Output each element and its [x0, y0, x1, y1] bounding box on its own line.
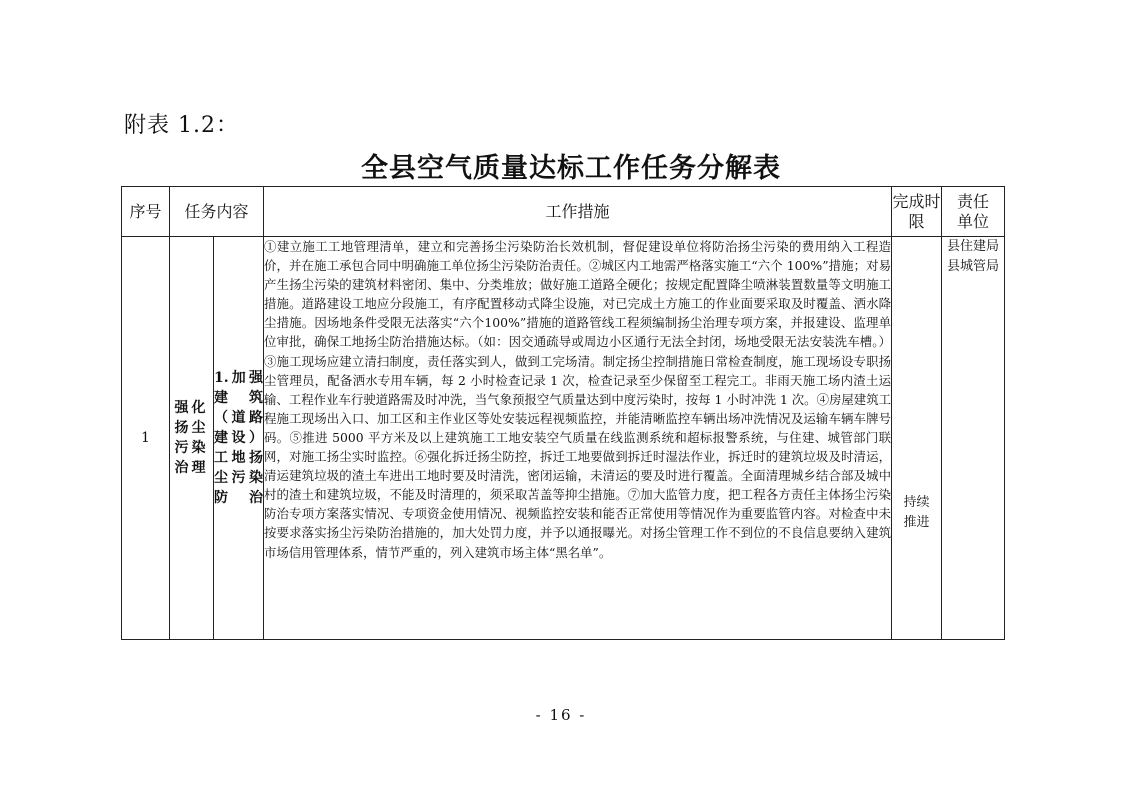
work-measures: ①建立施工工地管理清单，建立和完善扬尘污染防治长效机制，督促建设单位将防治扬尘污染的费用纳入工程造价，并在施工承包合同中明确施工单位扬尘污染防治责任。②城区内工地需严格落实施工“六个 100%”措施；对易产生扬尘污染的建筑材料密闭、集中、分类堆放；做好施工道路全硬化；按规定配置降尘喷淋装置数量等文明施工措施。道路建设工地应分段施工，有序配置移动式降尘设施，对已完成土方施工的作业面要采取及时覆盖、洒水降尘措施。因场地条件受限无法落实“六个100%”措施的道路管线工程须编制扬尘治理专项方案，并报建设、监理单位审批，确保工地扬尘防治措施达标。（如：因交通疏导或周边小区通行无法全封闭，场地受限无法安装洗车槽。）③施工现场应建立清扫制度，责任落实到人，做到工完场清。制定扬尘控制措施日常检查制度，施工现场设专职扬尘管理员，配备洒水专用车辆，每 2 小时检查记录 1 次，检查记录至少保留至工程完工。非雨天施工场内渣土运输、工程作业车行驶道路需及时冲洗，当气象预报空气质量达到中度污染时，按每 1 小时冲洗 1 次。④房屋建筑工程施工现场出入口、加工区和主作业区等处安装远程视频监控，并能清晰监控车辆出场冲洗情况及运输车辆车牌号码。⑤推进 5000 平方米及以上建筑施工工地安装空气质量在线监测系统和超标报警系统，与住建、城管部门联网，对施工扬尘实时监控。⑥强化拆迁扬尘防控，拆迁工地要做到拆迁时湿法作业，拆迁时的建筑垃圾及时清运，清运建筑垃圾的渣土车进出工地时要及时清洗，密闭运输，未清运的要及时进行覆盖。全面清理城乡结合部及城中村的渣土和建筑垃圾，不能及时清理的，须采取苫盖等抑尘措施。⑦加大监管力度，把工程各方责任主体扬尘污染防治专项方案落实情况、专项资金使用情况、视频监控安装和能否正常使用等情况作为重要监管内容。对检查中未按要求落实扬尘污染防治措施的，加大处罚力度，并予以通报曝光。对扬尘管理工作不到位的不良信息要纳入建筑市场信用管理体系，情节严重的，列入建筑市场主体“黑名单”。	[264, 237, 892, 640]
deadline-text: 持续推进	[903, 495, 930, 530]
task-category: 强化扬尘污染治理	[170, 237, 214, 640]
header-measures: 工作措施	[264, 187, 892, 237]
document-title: 全县空气质量达标工作任务分解表	[361, 153, 781, 184]
header-responsible-unit	[942, 187, 1005, 237]
table-header-row	[122, 187, 1005, 237]
page-number: - 16 -	[535, 706, 587, 724]
row-number: 1	[122, 237, 170, 640]
table-row	[122, 237, 1005, 640]
responsible-unit	[942, 237, 1005, 640]
deadline	[892, 237, 942, 640]
subtask: 1.加强建筑（道路建设）工地扬尘污染防治	[214, 237, 264, 640]
header-deadline: 完成时限	[892, 187, 942, 237]
responsible-unit-1: 县住建局	[947, 239, 1000, 254]
header-task-content: 任务内容	[170, 187, 264, 237]
responsible-unit-2: 县城管局	[947, 259, 1000, 274]
task-decomposition-table	[121, 186, 1005, 640]
header-responsible-unit-text: 责任单位	[957, 191, 990, 231]
annex-label: 附表 1.2：	[124, 113, 239, 138]
header-no: 序号	[122, 187, 170, 237]
